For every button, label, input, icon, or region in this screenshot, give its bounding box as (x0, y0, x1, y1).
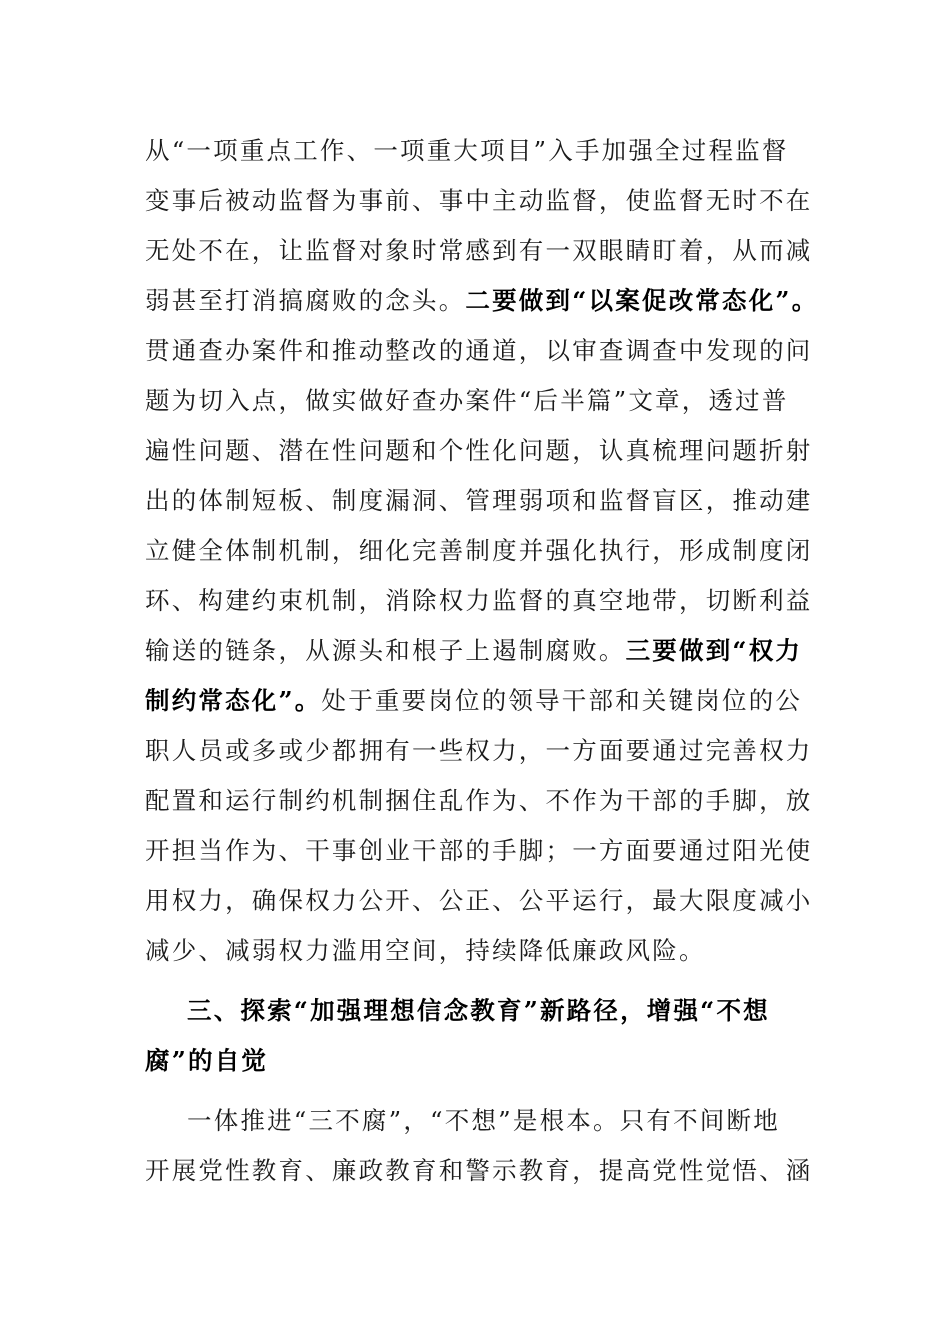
text-line-content: 遍性问题、潜在性问题和个性化问题，认真梳理问题折射 (145, 436, 813, 465)
text-line-content: 处于重要岗位的领导干部和关键岗位的公 (321, 686, 803, 715)
text-line-content: 弱甚至打消搞腐败的念头。 (145, 286, 466, 315)
text-line (145, 583, 813, 619)
section-heading-text: 三、探索“加强理想信念教育”新路径，增强“不想 (187, 996, 770, 1025)
text-line-content: 题为切入点，做实做好查办案件“后半篇”文章，透过普 (145, 386, 789, 415)
text-line (145, 833, 813, 869)
text-line (145, 733, 813, 769)
text-line (145, 1153, 813, 1189)
text-line (145, 883, 813, 919)
text-line (145, 283, 818, 319)
text-line-content: 开担当作为、干事创业干部的手脚；一方面要通过阳光使 (145, 836, 813, 865)
text-line (145, 483, 813, 519)
text-line (145, 333, 813, 369)
text-line (145, 133, 789, 169)
section-heading (145, 1043, 268, 1079)
text-line-content: 出的体制短板、制度漏洞、管理弱项和监督盲区，推动建 (145, 486, 813, 515)
text-line-content: 立健全体制机制，细化完善制度并强化执行，形成制度闭 (145, 536, 813, 565)
text-line-content: 环、构建约束机制，消除权力监督的真空地带，切断利益 (145, 586, 813, 615)
text-line (145, 183, 813, 219)
text-line-content: 减少、减弱权力滥用空间，持续降低廉政风险。 (145, 936, 706, 965)
text-line (145, 783, 813, 819)
text-line-content: 变事后被动监督为事前、事中主动监督，使监督无时不在 (145, 186, 813, 215)
bold-emphasis: 二要做到“以案促改常态化”。 (465, 286, 819, 315)
text-line-content: 配置和运行制约机制捆住乱作为、不作为干部的手脚，放 (145, 786, 813, 815)
text-line-content: 从“一项重点工作、一项重大项目”入手加强全过程监督 (145, 136, 789, 165)
text-line (145, 933, 706, 969)
section-heading (187, 993, 770, 1029)
text-line-content: 用权力，确保权力公开、公正、公平运行，最大限度减小 (145, 886, 813, 915)
text-line (145, 633, 802, 669)
text-line-content: 输送的链条，从源头和根子上遏制腐败。 (145, 636, 626, 665)
section-heading-text: 腐”的自觉 (145, 1046, 269, 1075)
text-line-content: 无处不在，让监督对象时常感到有一双眼睛盯着，从而减 (145, 236, 813, 265)
bold-emphasis: 制约常态化”。 (145, 686, 322, 715)
text-line-content: 一体推进“三不腐”，“不想”是根本。只有不间断地 (187, 1106, 780, 1135)
text-line (145, 383, 789, 419)
text-line (145, 683, 802, 719)
text-line-content: 职人员或多或少都拥有一些权力，一方面要通过完善权力 (145, 736, 813, 765)
text-line (187, 1103, 780, 1139)
text-line-content: 贯通查办案件和推动整改的通道，以审查调查中发现的问 (145, 336, 813, 365)
text-line (145, 233, 813, 269)
text-line (145, 433, 813, 469)
bold-emphasis: 三要做到“权力 (625, 636, 803, 665)
text-line-content: 开展党性教育、廉政教育和警示教育，提高党性觉悟、涵 (145, 1156, 813, 1185)
text-line (145, 533, 813, 569)
